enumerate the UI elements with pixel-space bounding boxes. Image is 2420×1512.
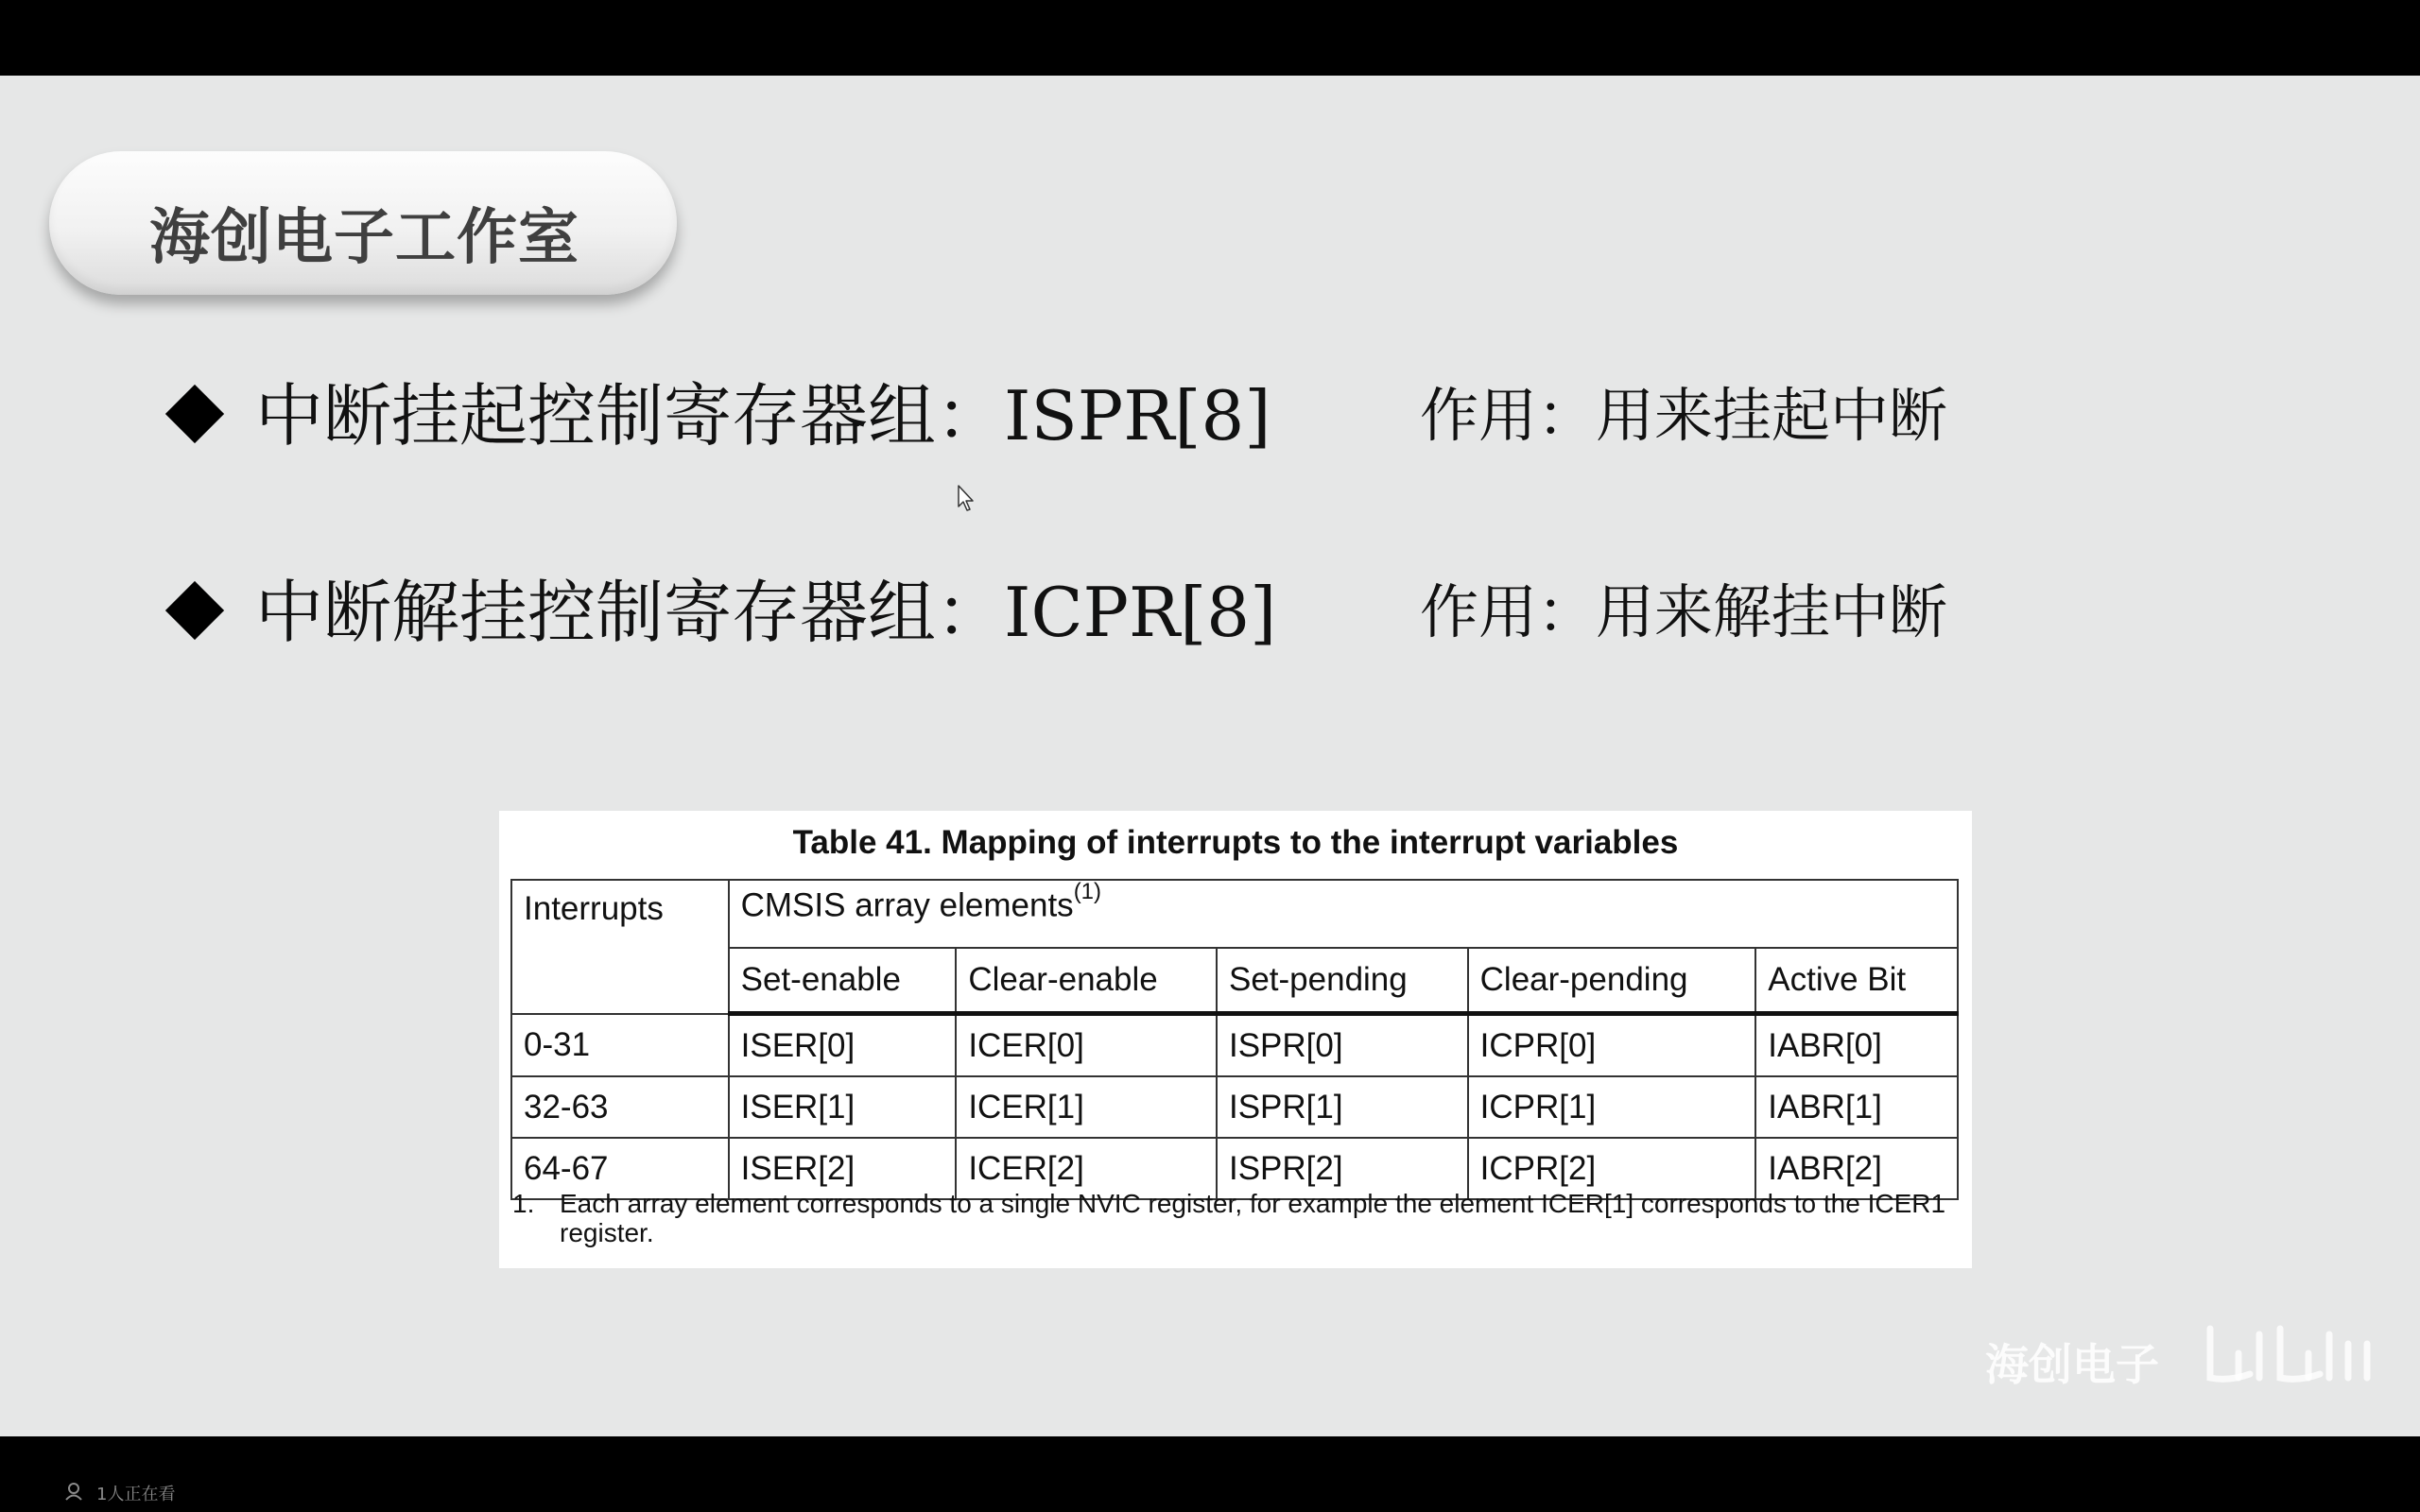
table-cell: ISER[1] <box>729 1076 957 1138</box>
table-caption: Table 41. Mapping of interrupts to the interrupt variables <box>792 824 1679 861</box>
table-cell: ICPR[0] <box>1468 1014 1756 1077</box>
mouse-cursor-icon <box>957 484 977 512</box>
header-active-bit: Active Bit <box>1755 948 1958 1014</box>
table-cell: ISPR[2] <box>1217 1138 1468 1199</box>
footnote-text: Each array element corresponds to a single NVIC register, for example the element ICER[1] corresponds to the ICER1 register. <box>560 1189 1946 1247</box>
header-set-pending: Set-pending <box>1217 948 1468 1014</box>
bullet-ispr <box>161 369 2051 463</box>
table-header-row <box>511 880 1958 948</box>
table-cell: ICPR[2] <box>1468 1138 1756 1199</box>
table-cell: ICER[1] <box>956 1076 1217 1138</box>
bilibili-logo-icon <box>2201 1315 2380 1391</box>
header-cmsis-group: CMSIS array elements$^{(1)}$ <box>729 880 1958 948</box>
table-cell: ISER[2] <box>729 1138 957 1199</box>
bullet-icpr-text: 中断解挂控制寄存器组：ICPR[8] <box>255 573 1277 652</box>
bullet-ispr-text: 中断挂起控制寄存器组：ISPR[8] <box>255 376 1271 455</box>
bullet-ispr-role: 作用：用来挂起中断 <box>1420 381 1948 450</box>
table-row <box>511 1076 1958 1138</box>
interrupt-mapping-table-figure <box>499 811 1972 1268</box>
table-cell: IABR[2] <box>1755 1138 1958 1199</box>
table-cell: 64-67 <box>511 1138 729 1199</box>
diamond-bullet-icon <box>165 385 224 443</box>
table-subheader-row <box>511 948 1958 1014</box>
slide <box>0 76 2420 1436</box>
footnote-number: 1. <box>512 1189 535 1218</box>
table-cell: ISER[0] <box>729 1014 957 1077</box>
table-cell: ICER[2] <box>956 1138 1217 1199</box>
viewer-count-icon <box>64 1482 83 1501</box>
interrupt-mapping-table <box>510 879 1959 1200</box>
diamond-bullet-icon <box>165 581 224 640</box>
bullet-icpr-role: 作用：用来解挂中断 <box>1420 577 1948 646</box>
table-cell: ISPR[0] <box>1217 1014 1468 1077</box>
footnote-reference: (1) <box>1073 879 1102 904</box>
studio-badge <box>49 151 677 295</box>
table-cell: 0-31 <box>511 1014 729 1077</box>
header-clear-pending: Clear-pending <box>1468 948 1756 1014</box>
table-cell: ICER[0] <box>956 1014 1217 1077</box>
viewer-status-bar <box>0 1436 2420 1512</box>
bullet-icpr <box>161 565 2051 660</box>
table-cell: ISPR[1] <box>1217 1076 1468 1138</box>
header-set-enable: Set-enable <box>729 948 957 1014</box>
table-row <box>511 1014 1958 1077</box>
table-cell: IABR[0] <box>1755 1014 1958 1077</box>
table-cell: 32-63 <box>511 1076 729 1138</box>
table-cell: ICPR[1] <box>1468 1076 1756 1138</box>
studio-title: 海创电子工作室 <box>149 203 579 273</box>
header-clear-enable: Clear-enable <box>956 948 1217 1014</box>
header-interrupts: Interrupts <box>511 880 729 1014</box>
table-cell: IABR[1] <box>1755 1076 1958 1138</box>
channel-watermark: 海创电子 <box>1985 1339 2159 1390</box>
viewer-count-text: 1人正在看 <box>96 1485 176 1504</box>
